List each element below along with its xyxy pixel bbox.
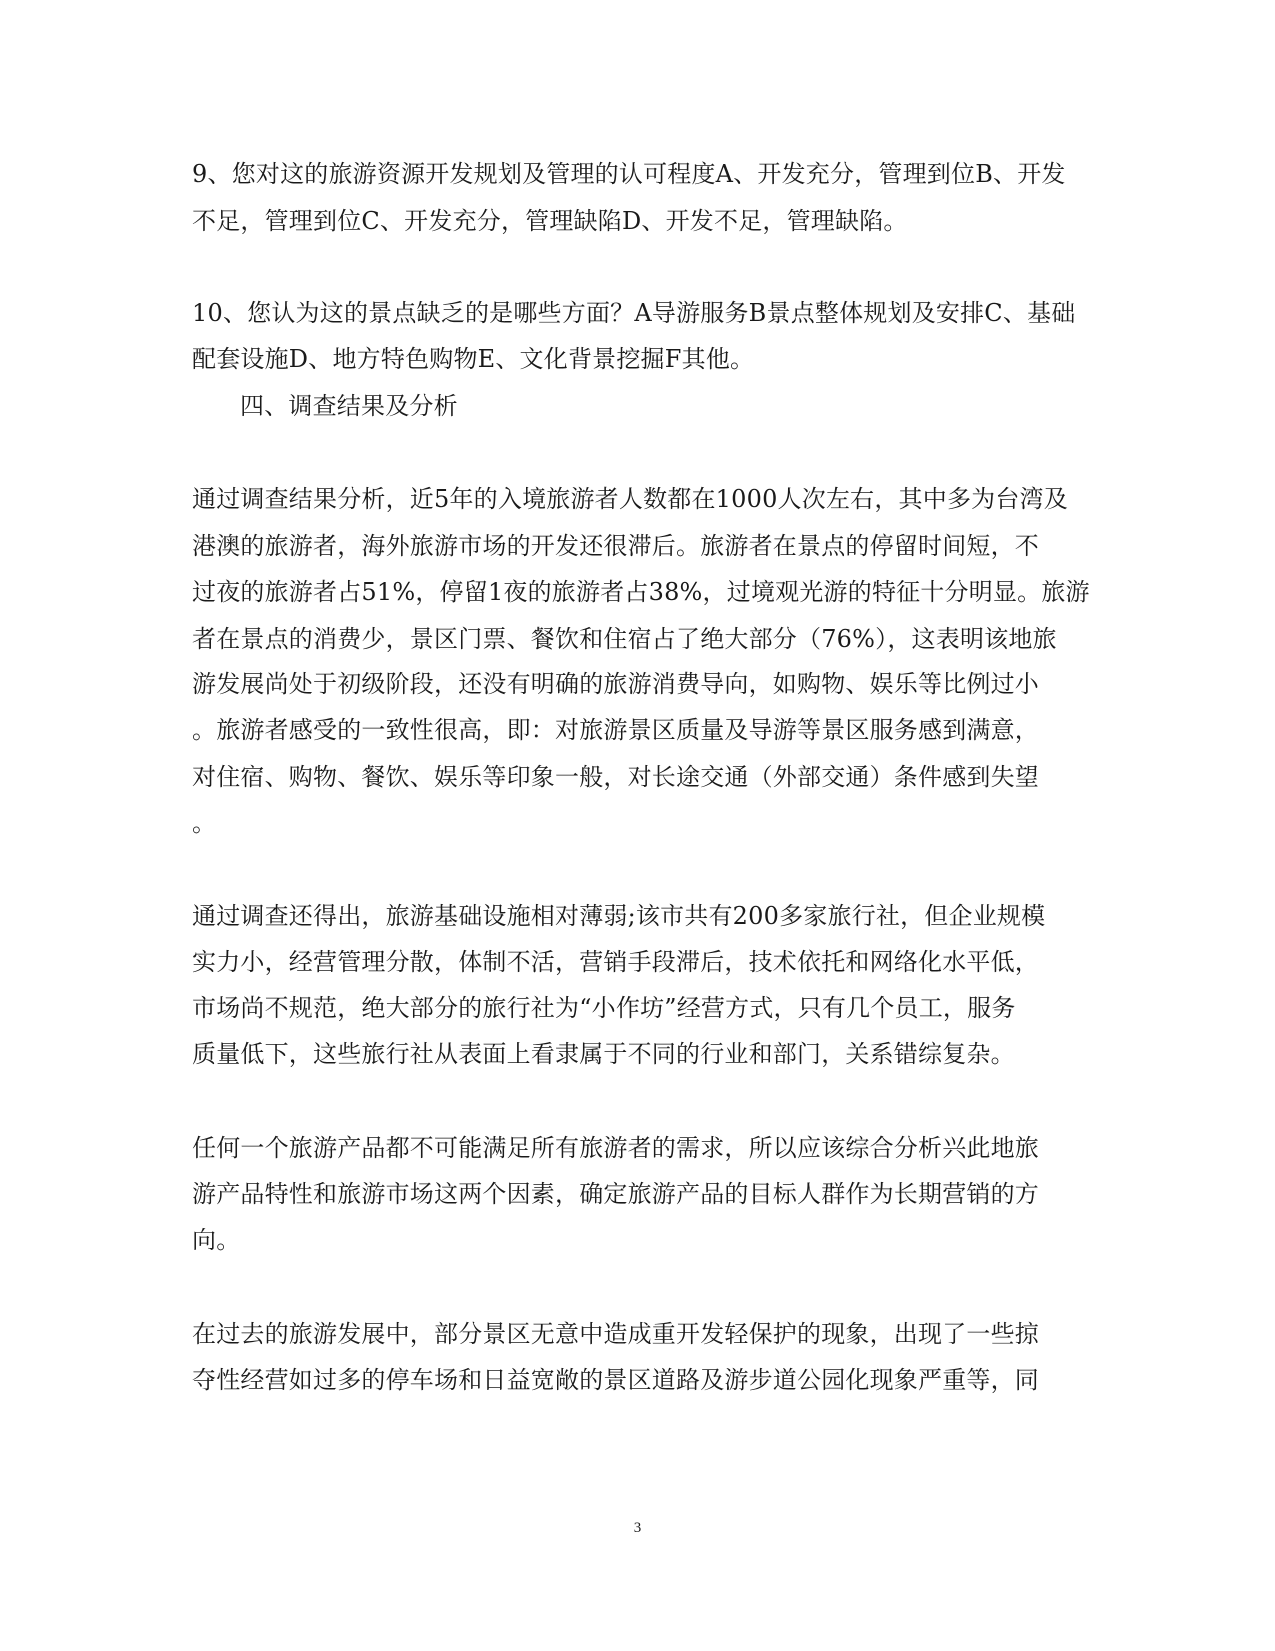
section-heading: 四、调查结果及分析 [240,392,458,420]
paragraph-1-line-8: 。 [192,809,217,837]
paragraph-1-line-1: 通过调查结果分析，近5年的入境旅游者人数都在1000人次左右，其中多为台湾及 [192,485,1068,513]
paragraph-1-line-6: 。旅游者感受的一致性很高，即：对旅游景区质量及导游等景区服务感到满意， [192,716,1039,744]
q9-line-1: 9、您对这的旅游资源开发规划及管理的认可程度A、开发充分，管理到位B、开发 [192,160,1066,188]
paragraph-1-line-4: 者在景点的消费少，景区门票、餐饮和住宿占了绝大部分（76%），这表明该地旅 [192,625,1057,653]
paragraph-4-line-2: 夺性经营如过多的停车场和日益宽敞的景区道路及游步道公园化现象严重等，同 [192,1366,1039,1394]
paragraph-2-line-2: 实力小，经营管理分散，体制不活，营销手段滞后，技术依托和网络化水平低， [192,948,1039,976]
paragraph-1-line-3: 过夜的旅游者占51%，停留1夜的旅游者占38%，过境观光游的特征十分明显。旅游 [192,578,1090,606]
q10-line-2: 配套设施D、地方特色购物E、文化背景挖掘F其他。 [192,345,755,373]
q9-line-2: 不足，管理到位C、开发充分，管理缺陷D、开发不足，管理缺陷。 [192,207,908,235]
paragraph-1-line-5: 游发展尚处于初级阶段，还没有明确的旅游消费导向，如购物、娱乐等比例过小 [192,670,1039,698]
page-number: 3 [633,1520,642,1536]
paragraph-2-line-4: 质量低下，这些旅行社从表面上看隶属于不同的行业和部门，关系错综复杂。 [192,1040,1015,1068]
paragraph-4-line-1: 在过去的旅游发展中，部分景区无意中造成重开发轻保护的现象，出现了一些掠 [192,1320,1039,1348]
paragraph-3-line-3: 向。 [192,1226,241,1254]
paragraph-2-line-1: 通过调查还得出，旅游基础设施相对薄弱;该市共有200多家旅行社，但企业规模 [192,902,1046,930]
paragraph-1-line-7: 对住宿、购物、餐饮、娱乐等印象一般，对长途交通（外部交通）条件感到失望 [192,763,1039,791]
paragraph-1-line-2: 港澳的旅游者，海外旅游市场的开发还很滞后。旅游者在景点的停留时间短，不 [192,532,1039,560]
paragraph-2-line-3: 市场尚不规范，绝大部分的旅行社为“小作坊”经营方式，只有几个员工，服务 [192,994,1016,1022]
paragraph-3-line-1: 任何一个旅游产品都不可能满足所有旅游者的需求，所以应该综合分析兴此地旅 [192,1134,1039,1162]
paragraph-3-line-2: 游产品特性和旅游市场这两个因素，确定旅游产品的目标人群作为长期营销的方 [192,1180,1039,1208]
q10-line-1: 10、您认为这的景点缺乏的是哪些方面？A导游服务B景点整体规划及安排C、基础 [192,299,1076,327]
